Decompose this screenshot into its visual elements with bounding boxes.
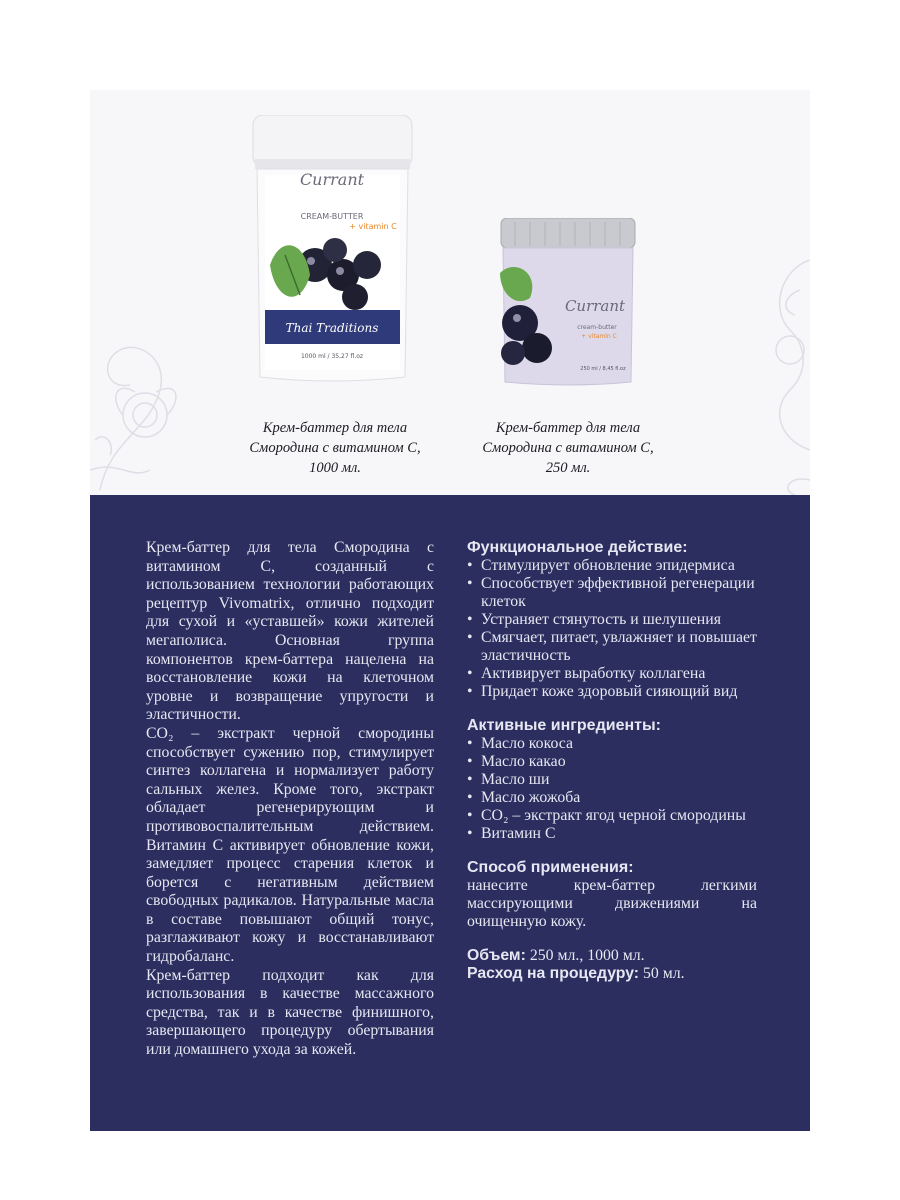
caption-1000ml [225,418,445,478]
jar-small-line1: cream-butter [577,324,617,331]
jar-small-brand: Currant [564,297,626,315]
list-item: • Масло ши [467,771,757,789]
description-paragraph: Крем-баттер подходит как для использования в качестве массажного средства, так и в качестве финишного, завершающего процедуру обертывания или домашнего ухода за кожей. [146,966,434,1059]
jar-big-line1: CREAM-BUTTER [300,212,364,221]
description-column [146,539,434,1060]
caption-250ml [458,418,678,478]
product-jar-250ml [495,218,641,386]
functional-heading: Функциональное действие: [467,539,688,556]
list-item: • Смягчает, питает, увлажняет и повышает эластичность [467,629,757,665]
floral-ornament-left [90,320,200,495]
product-jar-1000ml [245,115,420,383]
list-item: • CO₂ – экстракт ягод черной смородины [467,807,757,825]
volume-value: 250 мл., 1000 мл. [529,947,645,964]
specs-section [467,947,757,983]
caption-line: 1000 мл. [309,460,361,476]
caption-line: Крем-баттер для тела [262,420,408,436]
volume-spec [467,947,757,965]
jar-big-band: Thai Traditions [285,321,379,335]
product-showcase-area [90,90,810,495]
volume-label: Объем: [467,947,526,964]
consumption-label: Расход на процедуру: [467,965,640,982]
list-item: • Придает коже здоровый сияющий вид [467,683,757,701]
caption-line: Крем-баттер для тела [495,420,641,436]
consumption-spec [467,965,757,983]
caption-line: Смородина с витамином С, [482,440,654,456]
jar-small-volume: 250 ml / 8,45 fl.oz [580,366,626,372]
usage-heading: Способ применения: [467,859,634,876]
list-item: • Способствует эффективной регенерации клеток [467,575,757,611]
list-item: • Устраняет стянутость и шелушения [467,611,757,629]
details-column [467,539,757,983]
jar-big-line2: + vitamin C [349,222,397,231]
ingredients-section [467,717,757,843]
usage-section [467,859,757,931]
floral-ornament-right [740,250,810,495]
list-item: • Масло какао [467,753,757,771]
usage-text: нанесите крем-баттер легкими массирующими движениями на очищенную кожу. [467,877,757,930]
caption-line: Смородина с витамином С, [249,440,421,456]
list-item: • Масло кокоса [467,735,757,753]
functional-section [467,539,757,701]
list-item: • Стимулирует обновление эпидермиса [467,557,757,575]
list-item: • Масло жожоба [467,789,757,807]
caption-line: 250 мл. [545,460,591,476]
jar-big-volume: 1000 ml / 35,27 fl.oz [300,353,364,360]
ingredients-heading: Активные ингредиенты: [467,717,661,734]
consumption-value: 50 мл. [643,965,685,982]
description-paragraph: CO₂ – экстракт черной смородины способствует сужению пор, стимулирует синтез коллагена и нормализует работу сальных желез. Кроме того, экстракт обладает регенерирующим и противовоспалительным действием. Витамин С активирует обновление кожи, замедляет процесс старения клеток и борется с негативным действием свободных радикалов. Натуральные масла в составе повышают общий тонус, разглаживают кожу и восстанавливают гидробаланс. [146,724,434,966]
jar-big-brand: Currant [299,170,365,189]
description-paragraph: Крем-баттер для тела Смородина с витамином С, созданный с использованием технологии работающих рецептур Vivomatrix, отлично подходит для сухой и «уставшей» кожи жителей мегаполиса. Основная группа компонентов крем-баттера нацелена на восстановление кожи на клеточном уровне и возвращение упругости и эластичности. [146,539,434,724]
jar-small-line2: + vitamin C [581,333,617,340]
list-item: • Активирует выработку коллагена [467,665,757,683]
list-item: • Витамин С [467,825,757,843]
